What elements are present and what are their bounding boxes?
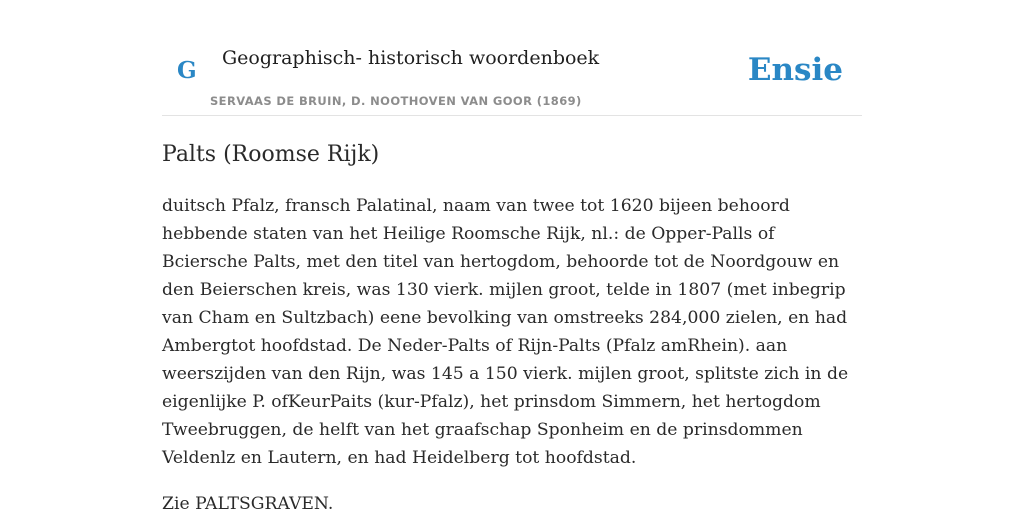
entry-title: Palts (Roomse Rijk) [162,142,380,167]
book-author: SERVAAS DE BRUIN, D. NOOTHOVEN VAN GOOR (1869) [210,94,582,108]
header [162,0,862,116]
book-letter-icon[interactable]: G [177,57,197,84]
entry-body: duitsch Pfalz, fransch Palatinal, naam van twee tot 1620 bijeen behoord hebbende staten van het Heilige Roomsche Rijk, nl.: de Opper-Palls of Bciersche Palts, met den titel van hertogdom, behoorde tot de Noordgouw en den Beierschen kreis, was 130 vierk. mijlen groot, telde in 1807 (met inbegrip van Cham en Sultzbach) eene bevolking van omstreeks 284,000 zielen, en had Ambergtot hoofdstad. De Neder-Palts of Rijn-Palts (Pfalz amRhein). aan weerszijden van den Rijn, was 145 a 150 vierk. mijlen groot, splitste zich in de eigenlijke P. ofKeurPaits (kur-Pfalz), het prinsdom Simmern, het hertogdom Tweebruggen, de helft van het graafschap Sponheim en de prinsdommen Veldenlz en Lautern, en had Heidelberg tot hoofdstad. [162,196,849,468]
brand-logo-link[interactable]: Ensie [747,52,843,88]
book-title[interactable]: Geographisch- historisch woordenboek [222,47,600,69]
entry-reference: Zie PALTSGRAVEN. [162,494,334,512]
